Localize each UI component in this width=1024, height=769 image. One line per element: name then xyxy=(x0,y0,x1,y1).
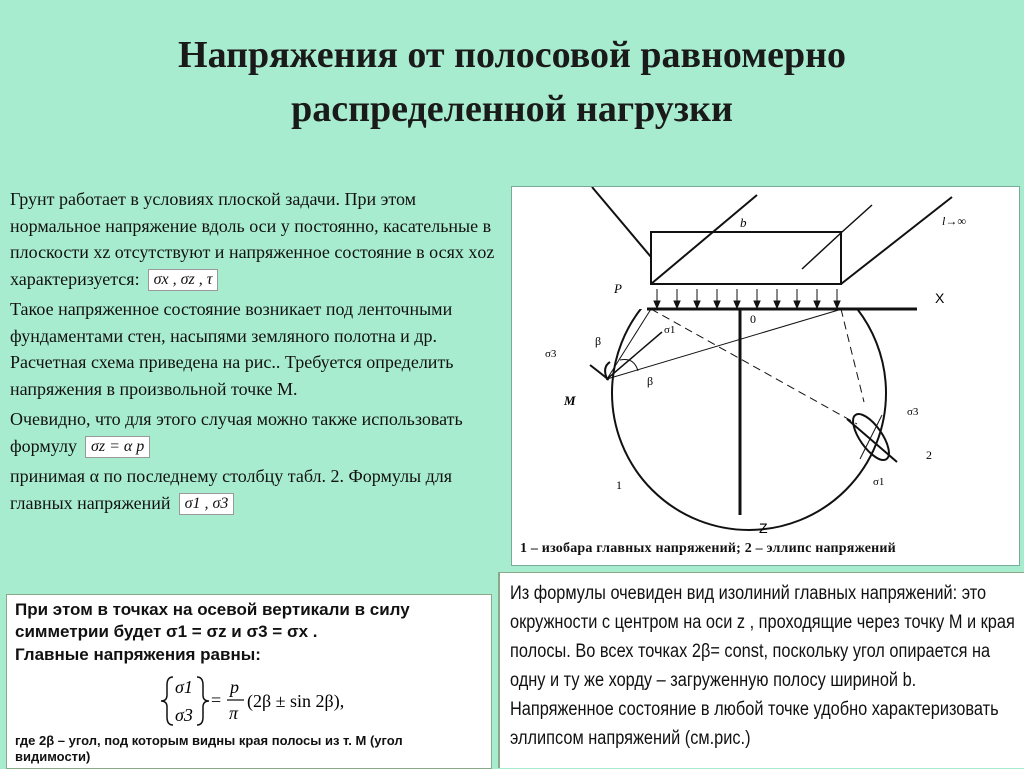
label-two: 2 xyxy=(926,448,932,462)
label-l-inf: l→∞ xyxy=(942,214,966,228)
formula-sigma-tau: σx , σz , τ xyxy=(148,269,219,291)
m-to-left-edge xyxy=(607,309,651,379)
m-to-right-edge xyxy=(607,309,842,379)
stress-diagram xyxy=(512,187,1019,539)
isoline-panel xyxy=(498,572,1024,768)
principal-stress-formula xyxy=(147,669,447,739)
label-sigma1-right: σ1 xyxy=(873,476,885,488)
dashed-line-2 xyxy=(841,309,864,402)
perspective-line-mid xyxy=(651,195,757,284)
label-sigma3-right: σ3 xyxy=(907,406,919,418)
isobar-circle xyxy=(612,256,886,530)
angle-note: где 2β – угол, под которым видны края полосы из т. M (угол видимости) xyxy=(15,733,403,764)
principal-stress-panel xyxy=(6,594,492,769)
formula-sigma-1-3: σ1 , σ3 xyxy=(179,493,235,515)
formula-sigma1: σ1 xyxy=(175,677,193,697)
page-title xyxy=(0,28,1024,136)
symmetry-text: При этом в точках на осевой вертикали в силу симметрии будет σ1 = σz и σ3 = σx . xyxy=(15,600,410,641)
label-b: b xyxy=(740,215,747,230)
label-beta-2: β xyxy=(647,374,654,388)
figure-caption: 1 – изобара главных напряжений; 2 – эллипс напряжений xyxy=(520,541,896,556)
label-m: M xyxy=(564,393,576,408)
formula-rhs: (2β ± sin 2β), xyxy=(247,691,345,711)
title-line-1: Напряжения от полосовой равномерно xyxy=(178,34,846,76)
perspective-line-left xyxy=(592,187,651,257)
label-p: P xyxy=(614,281,622,296)
paragraph-1: Грунт работает в условиях плоской задачи. При этом нормальное напряжение вдоль оси y постоянно, касательные в плоскости xz отсутствуют и напряженное состояние в осях xoz характеризуется: σx , σz , τ xyxy=(10,186,500,292)
isoline-text: Из формулы очевиден вид изолиний главных напряжений: это окружности с центром на оси z , проходящие через точку М и края полосы. Во всех точках 2β= const, поскольку угол опирается на одну и ту же хорду – загруженную полосу шириной b. Напряженное состояние в любой точке удобно характеризовать эллипсом напряжений (см.рис.) xyxy=(510,583,1015,749)
label-z: Z xyxy=(759,520,768,536)
formula-sigma-z: σz = α p xyxy=(85,436,150,458)
sigma1-direction xyxy=(607,332,662,379)
label-sigma1-top: σ1 xyxy=(664,324,676,336)
label-zero: 0 xyxy=(750,312,756,326)
title-line-2: распределенной нагрузки xyxy=(291,88,733,130)
main-text xyxy=(10,186,500,520)
paragraph-4: принимая α по последнему столбцу табл. 2. Формулы для главных напряжений σ1 , σ3 xyxy=(10,463,500,516)
perspective-line-small xyxy=(802,232,842,269)
principal-stress-heading: Главные напряжения равны: xyxy=(15,645,261,664)
paragraph-3: Очевидно, что для этого случая можно также использовать формулу σz = α p xyxy=(10,406,500,459)
formula-pi: π xyxy=(229,703,239,723)
formula-p: p xyxy=(230,677,239,697)
label-sigma3-left: σ3 xyxy=(545,348,557,360)
svg-text:=: = xyxy=(211,690,222,710)
label-one: 1 xyxy=(616,478,622,492)
paragraph-2: Такое напряженное состояние возникает под ленточными фундаментами стен, насыпями земляного полотна и др. Расчетная схема приведена на рис.. Требуется определить напряжения в произвольной точке M. xyxy=(10,299,454,399)
load-arrows xyxy=(652,284,842,308)
label-beta-1: β xyxy=(595,334,602,348)
label-x: X xyxy=(935,290,945,306)
load-strip xyxy=(651,232,841,284)
formula-sigma3: σ3 xyxy=(175,705,193,725)
dashed-line-1 xyxy=(651,309,857,424)
ellipse-at-m xyxy=(590,362,610,379)
perspective-line-top xyxy=(842,205,872,232)
perspective-line-right xyxy=(841,197,952,284)
figure-panel xyxy=(511,186,1020,566)
